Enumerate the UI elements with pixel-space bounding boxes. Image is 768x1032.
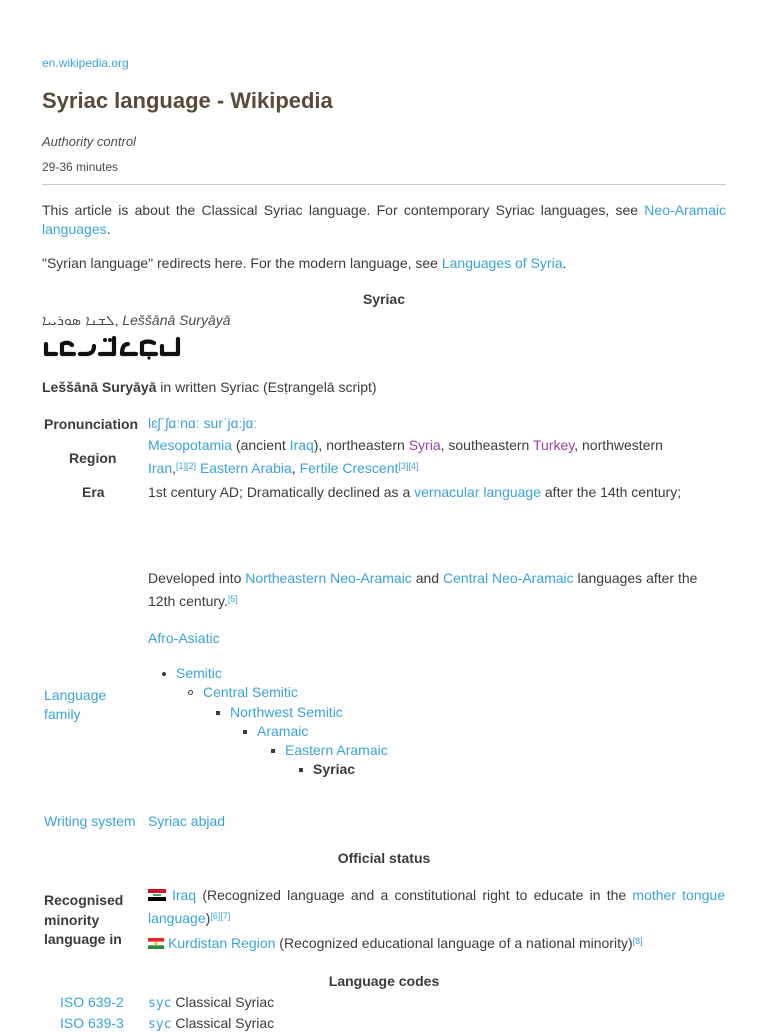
hatnote-syrian <box>42 254 726 273</box>
era-value <box>148 481 728 504</box>
language-codes-heading: Language codes <box>328 973 440 989</box>
caption-text: in written Syriac (Esṭrangelā script) <box>156 379 377 395</box>
ref-4-link[interactable]: [4] <box>408 461 419 471</box>
era-label: Era <box>82 484 105 500</box>
vernacular-language-link[interactable]: vernacular language <box>414 484 541 500</box>
official-status-heading: Official status <box>337 850 431 866</box>
region-text: , southeastern <box>440 437 533 453</box>
family-tree <box>148 664 388 780</box>
developed-text: Developed into <box>148 570 246 586</box>
iso-639-2-value <box>148 994 274 1011</box>
turkey-link[interactable]: Turkey <box>532 437 575 453</box>
bullet-icon <box>243 730 247 734</box>
minority-text: (Recognized educational language of a national minority) <box>275 935 633 951</box>
hatnote-text: This article is about the Classical Syriac language. For contemporary Syriac languages, see <box>42 202 645 218</box>
region-value <box>148 434 728 480</box>
iraq-minority-link[interactable]: Iraq <box>172 887 197 903</box>
syriac-abjad-link[interactable]: Syriac abjad <box>148 813 226 829</box>
mother-tongue-link[interactable]: mother tongue language <box>148 887 725 926</box>
reading-time: 29-36 minutes <box>42 160 119 174</box>
neo-aramaic-link[interactable]: Neo-Aramaic languages <box>42 202 726 237</box>
family-tree-item-aramaic <box>148 722 388 741</box>
eastern-arabia-link[interactable]: Eastern Arabia <box>199 460 292 476</box>
ref-2-link[interactable]: [2] <box>186 461 197 471</box>
developed-text: languages after the 12th century. <box>148 570 698 609</box>
developed-into-text <box>148 567 728 613</box>
iso-639-3-code-link[interactable]: syc <box>148 1017 172 1032</box>
eastern-aramaic-link[interactable]: Eastern Aramaic <box>285 742 388 759</box>
native-syriac-text: ܠܫܢܐ ܣܘܪܝܝܐ <box>42 313 115 329</box>
region-text: (ancient <box>232 437 290 453</box>
iso-639-2-label[interactable] <box>60 994 124 1010</box>
hatnote-text: . <box>562 255 567 271</box>
mesopotamia-link[interactable]: Mesopotamia <box>148 437 233 453</box>
family-tree-item-syriac <box>148 760 388 779</box>
bullet-icon <box>299 768 303 772</box>
iso-639-2-link[interactable]: ISO 639-2 <box>60 994 124 1010</box>
hatnote-text: . <box>106 221 111 237</box>
iso-639-3-link[interactable]: ISO 639-3 <box>60 1015 124 1031</box>
minority-kurdistan-entry <box>148 932 728 955</box>
languages-of-syria-link[interactable]: Languages of Syria <box>441 255 563 271</box>
iso-639-3-label[interactable] <box>60 1015 124 1031</box>
bullet-icon <box>216 711 220 715</box>
bullet-icon <box>271 749 275 753</box>
ref-7-link[interactable]: [7] <box>220 911 231 921</box>
iso-639-3-value <box>148 1015 274 1032</box>
family-tree-item-semitic <box>148 664 388 683</box>
bullet-icon <box>188 690 193 695</box>
syriac-current: Syriac <box>313 761 356 778</box>
estrangela-script-image <box>42 334 184 365</box>
northeastern-neo-aramaic-link[interactable]: Northeastern Neo-Aramaic <box>245 570 412 586</box>
writing-system-label[interactable] <box>44 813 136 829</box>
script-caption <box>42 378 377 397</box>
region-label: Region <box>69 450 117 466</box>
language-family-label-line2[interactable]: family <box>44 706 81 722</box>
kurdistan-flag-icon <box>148 933 164 944</box>
afro-asiatic-row <box>148 627 220 650</box>
page-title: Syriac language - Wikipedia <box>42 88 333 113</box>
aramaic-link[interactable]: Aramaic <box>257 722 309 739</box>
region-text: , <box>291 460 300 476</box>
region-text: ), northeastern <box>313 437 409 453</box>
minority-iraq-entry <box>148 884 725 930</box>
ref-6-link[interactable]: [6] <box>210 911 221 921</box>
infobox-heading: Syriac <box>362 291 406 307</box>
family-tree-item-northwest-semitic <box>148 703 388 722</box>
syria-link[interactable]: Syria <box>408 437 441 453</box>
region-text: , northwestern <box>574 437 663 453</box>
language-family-label[interactable] <box>44 686 106 724</box>
minority-text: (Recognized language and a constitutional right to educate in the <box>196 887 633 903</box>
native-latin-text: Leššānā Suryāyā <box>122 312 231 328</box>
ref-1-link[interactable]: [1] <box>176 461 187 471</box>
minority-label-line3: language in <box>44 931 122 947</box>
language-family-label-line1[interactable]: Language <box>44 687 107 703</box>
source-domain-link[interactable]: en.wikipedia.org <box>42 56 129 70</box>
writing-system-link[interactable]: Writing system <box>44 813 136 829</box>
iso-639-2-code-link[interactable]: syc <box>148 996 172 1011</box>
minority-label-line2: minority <box>44 911 100 928</box>
ipa-pronunciation-link[interactable]: lɛʃˈʃɑːnɑː surˈjɑːjɑː <box>148 415 258 431</box>
developed-text: and <box>411 570 443 586</box>
kurdistan-region-link[interactable]: Kurdistan Region <box>168 935 276 951</box>
ref-8-link[interactable]: [8] <box>632 936 643 946</box>
caption-bold: Leššānā Suryāyā <box>42 379 157 395</box>
region-text: , <box>172 460 177 476</box>
semitic-link[interactable]: Semitic <box>176 665 222 681</box>
native-name: ܠܫܢܐ ܣܘܪܝܝܐ, Leššānā Suryāyā <box>42 312 231 329</box>
hatnote-classical <box>42 201 726 239</box>
ref-3-link[interactable]: [3] <box>398 461 409 471</box>
recognised-minority-label <box>44 891 123 950</box>
pronunciation-label: Pronunciation <box>44 416 139 432</box>
iraq-link[interactable]: Iraq <box>289 437 314 453</box>
iso-639-3-name: Classical Syriac <box>175 1015 275 1031</box>
iran-link[interactable]: Iran <box>148 460 173 476</box>
era-text: after the 14th century; <box>541 484 682 500</box>
afro-asiatic-link[interactable]: Afro-Asiatic <box>148 630 220 646</box>
writing-system-value[interactable] <box>148 813 225 829</box>
hatnote-text: "Syrian language" redirects here. For the modern language, see <box>42 255 442 271</box>
iso-639-2-name: Classical Syriac <box>175 994 275 1010</box>
central-neo-aramaic-link[interactable]: Central Neo-Aramaic <box>442 570 574 586</box>
ref-5-link[interactable]: [5] <box>227 594 238 604</box>
fertile-crescent-link[interactable]: Fertile Crescent <box>299 460 399 476</box>
northwest-semitic-link[interactable]: Northwest Semitic <box>230 703 343 720</box>
iraq-flag-icon <box>148 885 166 897</box>
minority-text: ) <box>205 910 211 926</box>
family-tree-item-central-semitic <box>148 683 388 702</box>
header-divider <box>42 184 726 185</box>
page-subtitle: Authority control <box>42 134 136 149</box>
era-text: 1st century AD; Dramatically declined as a <box>148 484 415 500</box>
bullet-icon <box>162 672 166 676</box>
minority-label-line1: Recognised <box>44 892 124 908</box>
family-tree-item-eastern-aramaic <box>148 741 388 760</box>
pronunciation-value <box>148 412 257 435</box>
central-semitic-link[interactable]: Central Semitic <box>203 684 298 701</box>
